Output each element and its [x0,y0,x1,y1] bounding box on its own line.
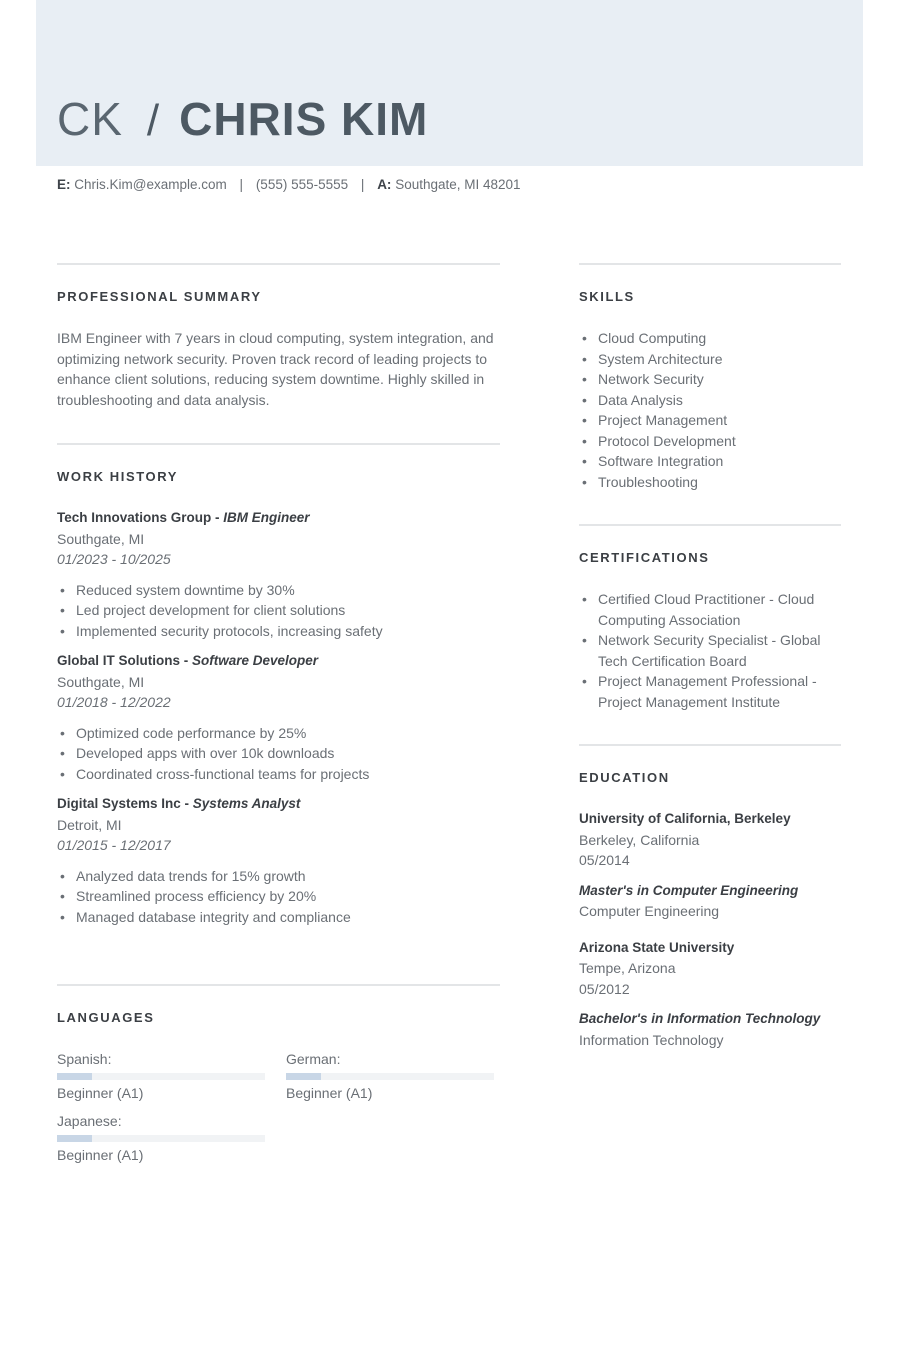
job-dash: - [180,796,193,811]
education-title: EDUCATION [579,770,670,785]
summary-title: PROFESSIONAL SUMMARY [57,289,262,304]
education-school: Arizona State University [579,939,735,955]
work-history-title: WORK HISTORY [57,469,179,484]
skill-item: • Data Analysis [579,390,841,411]
right-column [579,263,841,1060]
job-bullet: • Led project development for client solutions [57,600,500,621]
job-role: Systems Analyst [192,796,301,811]
skill-item: • System Architecture [579,349,841,370]
education-degree: Bachelor's in Information Technology [579,1011,821,1026]
job-bullets [57,866,500,928]
languages-section [57,984,500,1165]
job-heading [57,508,500,529]
skill-item: • Network Security [579,369,841,390]
education-field: Computer Engineering [579,903,720,919]
language-name: German: [286,1051,341,1067]
education-date: 05/2014 [579,852,630,868]
job-dates: 01/2015 - 12/2017 [57,837,171,853]
job-bullets [57,580,500,642]
job-company: Tech Innovations Group [57,510,212,525]
language-bar [57,1073,265,1080]
job-company: Global IT Solutions [57,653,180,668]
language-level: Beginner (A1) [57,1085,144,1101]
languages-title: LANGUAGES [57,1010,155,1025]
language-bar [57,1135,265,1142]
skill-item: • Troubleshooting [579,472,841,493]
skill-item: • Project Management [579,410,841,431]
address: Southgate, MI 48201 [395,177,521,192]
email-address[interactable]: Chris.Kim@example.com [74,177,227,192]
language-level: Beginner (A1) [286,1085,373,1101]
education-school: University of California, Berkeley [579,811,791,826]
education-degree: Master's in Computer Engineering [579,882,799,898]
skills-title: SKILLS [579,289,635,304]
language-item [57,1111,265,1165]
summary-section [57,263,500,443]
certification-item: • Project Management Professional - Project Management Institute [579,671,841,712]
name-initials: CK [57,93,123,145]
job-entry [57,651,500,784]
address-label: A: [377,177,392,192]
job-heading [57,794,500,815]
job-dash: - [180,653,192,668]
contact-divider: | [239,177,244,192]
language-bar [286,1073,494,1080]
certification-item: • Certified Cloud Practitioner - Cloud Computing Association [579,589,841,630]
skill-item: • Software Integration [579,451,841,472]
language-level: Beginner (A1) [57,1147,144,1163]
skills-list [579,328,841,492]
name-separator: / [146,96,160,145]
education-entry [579,938,841,1051]
job-dates: 01/2018 - 12/2022 [57,694,171,710]
job-bullet: • Streamlined process efficiency by 20% [57,886,500,907]
education-location: Tempe, Arizona [579,960,676,976]
job-entry [57,794,500,927]
job-role: Software Developer [192,653,319,668]
summary-text: IBM Engineer with 7 years in cloud computing, system integration, and optimizing network security. Proven track record of leading projects to enhance client solutions, reducing system downtime. Highly skilled in troubleshooting and data analysis. [57,330,494,408]
language-item [57,1049,265,1103]
certifications-title: CERTIFICATIONS [579,550,710,565]
language-name: Japanese: [57,1113,122,1129]
certifications-list [579,589,841,712]
work-history-section [57,443,500,984]
skill-item: • Cloud Computing [579,328,841,349]
education-date: 05/2012 [579,980,630,997]
language-name: Spanish: [57,1051,112,1067]
job-dash: - [211,510,224,525]
skills-section [579,263,841,524]
name-heading [57,92,428,158]
job-bullet: • Coordinated cross-functional teams for projects [57,764,500,785]
email-label: E: [57,177,71,192]
job-dates: 01/2023 - 10/2025 [57,551,171,567]
contact-divider: | [360,177,365,192]
job-bullet: • Developed apps with over 10k downloads [57,743,500,764]
job-entry [57,508,500,641]
education-section [579,744,841,1050]
language-bar-fill [57,1135,92,1142]
skill-item: • Protocol Development [579,431,841,452]
job-bullet: • Analyzed data trends for 15% growth [57,866,500,887]
education-entry [579,809,841,922]
job-role: IBM Engineer [223,510,310,525]
job-bullet: • Implemented security protocols, increasing safety [57,621,500,642]
language-bar-fill [286,1073,321,1080]
left-column [57,263,500,1165]
job-location: Southgate, MI [57,673,145,690]
certification-item: • Network Security Specialist - Global Tech Certification Board [579,630,841,671]
job-bullet: • Reduced system downtime by 30% [57,580,500,601]
language-item [286,1049,494,1103]
phone-number[interactable]: (555) 555-5555 [255,177,349,192]
contact-line [57,177,521,192]
job-heading [57,651,500,672]
job-bullet: • Managed database integrity and compliance [57,907,500,928]
languages-grid [57,1049,500,1165]
full-name: CHRIS KIM [179,93,429,145]
certifications-section [579,524,841,744]
education-location: Berkeley, California [579,831,700,848]
job-bullets [57,723,500,785]
education-field: Information Technology [579,1031,724,1048]
language-bar-fill [57,1073,92,1080]
job-location: Detroit, MI [57,816,122,833]
job-bullet: • Optimized code performance by 25% [57,723,500,744]
job-company: Digital Systems Inc [57,796,181,811]
job-location: Southgate, MI [57,530,145,547]
